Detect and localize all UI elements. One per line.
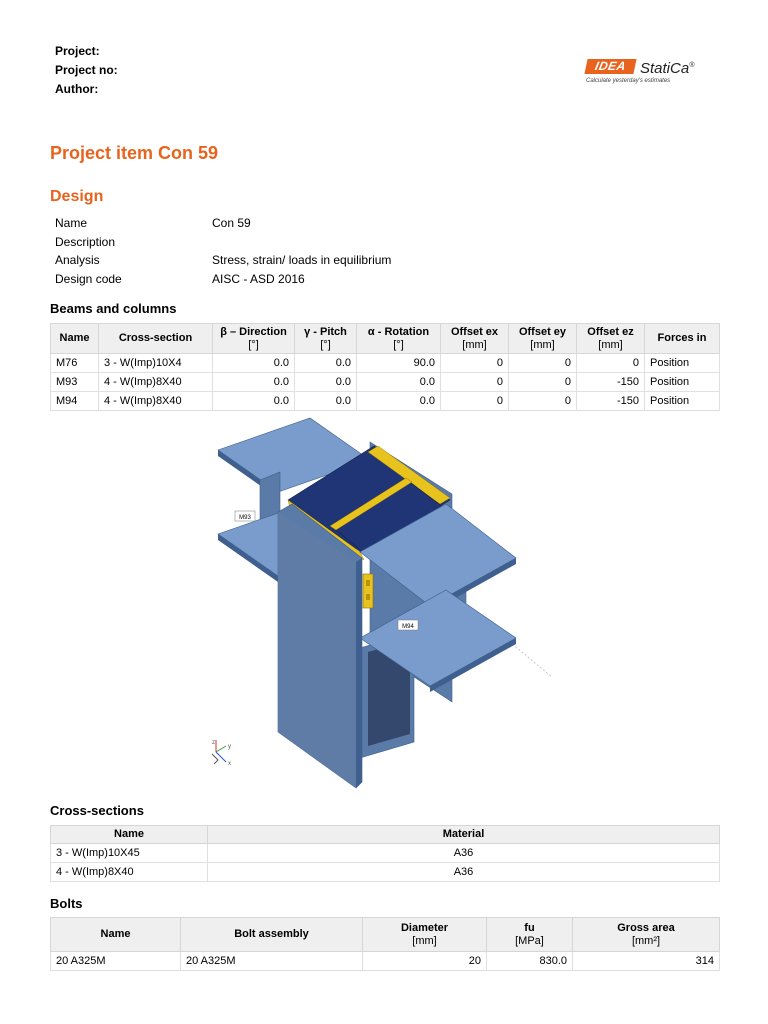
axis-y-label: y bbox=[228, 744, 231, 750]
property-value: Con 59 bbox=[212, 216, 251, 230]
property-value: Stress, strain/ loads in equilibrium bbox=[212, 253, 392, 267]
col-header-label: α - Rotation bbox=[367, 325, 430, 338]
design-properties bbox=[55, 214, 555, 288]
col-header-unit: [MPa] bbox=[515, 934, 544, 947]
col-header-unit: [mm²] bbox=[631, 934, 661, 947]
table-row bbox=[51, 373, 720, 392]
cell-pitch: 0.0 bbox=[295, 392, 357, 411]
cell-direction: 0.0 bbox=[213, 373, 295, 392]
property-key: Description bbox=[55, 234, 116, 249]
end-plate-edge bbox=[356, 558, 362, 788]
col-header-unit: [mm] bbox=[530, 338, 555, 351]
axis-x-label: x bbox=[228, 761, 231, 767]
col-header bbox=[509, 324, 577, 354]
cell-material: A36 bbox=[208, 844, 720, 863]
project-label: Project: bbox=[55, 44, 100, 58]
bolt-group bbox=[363, 574, 373, 608]
col-header bbox=[363, 918, 487, 952]
cell-name: 20 A325M bbox=[51, 952, 181, 971]
cell-offset-ex: 0 bbox=[441, 392, 509, 411]
property-key: Design code bbox=[55, 271, 122, 286]
cell-cross-section: 4 - W(Imp)8X40 bbox=[99, 373, 213, 392]
col-header-unit: [°] bbox=[320, 338, 331, 351]
axis-triad-icon bbox=[212, 740, 231, 767]
col-header bbox=[295, 324, 357, 354]
col-header bbox=[357, 324, 441, 354]
col-header: Name bbox=[51, 826, 208, 844]
col-header bbox=[487, 918, 573, 952]
col-header-label: β – Direction bbox=[220, 325, 287, 338]
col-header-unit: [mm] bbox=[412, 934, 437, 947]
logo-badge: IDEA bbox=[584, 59, 636, 74]
property-value: AISC - ASD 2016 bbox=[212, 271, 305, 286]
cell-offset-ez: 0 bbox=[577, 354, 645, 373]
col-header bbox=[441, 324, 509, 354]
col-header-label: Cross-section bbox=[118, 332, 193, 344]
cell-offset-ex: 0 bbox=[441, 354, 509, 373]
cell-forces-in: Position bbox=[645, 392, 720, 411]
logo-word-text: StatiCa bbox=[640, 60, 690, 77]
cell-offset-ex: 0 bbox=[441, 373, 509, 392]
cell-rotation: 0.0 bbox=[357, 373, 441, 392]
cell-rotation: 90.0 bbox=[357, 354, 441, 373]
col-header-label: Diameter bbox=[400, 921, 449, 934]
cross-sections-header-row bbox=[51, 826, 720, 844]
table-row bbox=[51, 844, 720, 863]
cell-cross-section: 4 - W(Imp)8X40 bbox=[99, 392, 213, 411]
logo-word bbox=[640, 57, 694, 78]
cross-sections-table bbox=[50, 825, 720, 882]
cell-offset-ey: 0 bbox=[509, 392, 577, 411]
cell-gross-area: 314 bbox=[573, 952, 720, 971]
col-header bbox=[577, 324, 645, 354]
property-row bbox=[55, 233, 555, 252]
col-header-label: Bolt assembly bbox=[234, 928, 309, 940]
cell-name: M94 bbox=[51, 392, 99, 411]
cell-direction: 0.0 bbox=[213, 392, 295, 411]
property-row bbox=[55, 214, 555, 233]
property-row bbox=[55, 270, 555, 289]
axis-z-label: z bbox=[212, 740, 215, 746]
connection-3d-figure bbox=[200, 412, 570, 797]
cell-name: 3 - W(Imp)10X45 bbox=[51, 844, 208, 863]
cell-pitch: 0.0 bbox=[295, 373, 357, 392]
col-header-label: Name bbox=[59, 332, 90, 344]
cell-name: M93 bbox=[51, 373, 99, 392]
cell-bolt-assembly: 20 A325M bbox=[181, 952, 363, 971]
cell-name: M76 bbox=[51, 354, 99, 373]
property-key: Name bbox=[55, 216, 88, 230]
cell-forces-in: Position bbox=[645, 354, 720, 373]
col-header bbox=[51, 918, 181, 952]
col-header bbox=[213, 324, 295, 354]
col-header-unit: [mm] bbox=[598, 338, 623, 351]
cell-fu: 830.0 bbox=[487, 952, 573, 971]
cell-pitch: 0.0 bbox=[295, 354, 357, 373]
table-row bbox=[51, 863, 720, 882]
col-header-label: Offset ex bbox=[450, 325, 499, 338]
cell-offset-ez: -150 bbox=[577, 392, 645, 411]
cell-direction: 0.0 bbox=[213, 354, 295, 373]
cell-name: 4 - W(Imp)8X40 bbox=[51, 863, 208, 882]
col-header-label: Name bbox=[100, 928, 131, 940]
author-label: Author: bbox=[55, 82, 99, 96]
property-key: Analysis bbox=[55, 253, 100, 267]
col-header-label: Forces in bbox=[657, 332, 707, 344]
bolts-header-row bbox=[51, 918, 720, 952]
table-row bbox=[51, 354, 720, 373]
col-header bbox=[99, 324, 213, 354]
bolts-table bbox=[50, 917, 720, 971]
m93-label: M93 bbox=[239, 515, 251, 521]
col-header-label: Offset ez bbox=[587, 325, 634, 338]
beams-table bbox=[50, 323, 720, 411]
cell-forces-in: Position bbox=[645, 373, 720, 392]
beams-heading: Beams and columns bbox=[50, 301, 177, 316]
col-header bbox=[645, 324, 720, 354]
col-header-label: Gross area bbox=[617, 921, 675, 934]
idea-statica-logo bbox=[586, 56, 726, 88]
col-header-label: fu bbox=[524, 921, 535, 934]
bolt-head bbox=[366, 580, 370, 586]
col-header bbox=[573, 918, 720, 952]
col-header: Material bbox=[208, 826, 720, 844]
table-row bbox=[51, 392, 720, 411]
bolt-head bbox=[366, 594, 370, 600]
project-info bbox=[55, 44, 118, 101]
col-header-label: γ - Pitch bbox=[304, 325, 347, 338]
cell-diameter: 20 bbox=[363, 952, 487, 971]
beams-header-row bbox=[51, 324, 720, 354]
col-header-unit: [mm] bbox=[462, 338, 487, 351]
cell-offset-ey: 0 bbox=[509, 354, 577, 373]
col-header-label: Offset ey bbox=[518, 325, 567, 338]
project-no-label: Project no: bbox=[55, 63, 118, 77]
col-header bbox=[51, 324, 99, 354]
cross-sections-heading: Cross-sections bbox=[50, 803, 144, 818]
property-row bbox=[55, 251, 555, 270]
logo-tagline: Calculate yesterday's estimates bbox=[586, 78, 671, 84]
table-row bbox=[51, 952, 720, 971]
cell-material: A36 bbox=[208, 863, 720, 882]
bolts-heading: Bolts bbox=[50, 896, 83, 911]
col-header-unit: [°] bbox=[393, 338, 404, 351]
m94-label: M94 bbox=[402, 624, 414, 630]
page-title: Project item Con 59 bbox=[50, 143, 219, 163]
col-header-unit: [°] bbox=[248, 338, 259, 351]
cell-rotation: 0.0 bbox=[357, 392, 441, 411]
cell-cross-section: 3 - W(Imp)10X4 bbox=[99, 354, 213, 373]
cell-offset-ez: -150 bbox=[577, 373, 645, 392]
logo-registered: ® bbox=[689, 62, 695, 69]
col-header bbox=[181, 918, 363, 952]
design-heading: Design bbox=[50, 188, 104, 205]
cell-offset-ey: 0 bbox=[509, 373, 577, 392]
